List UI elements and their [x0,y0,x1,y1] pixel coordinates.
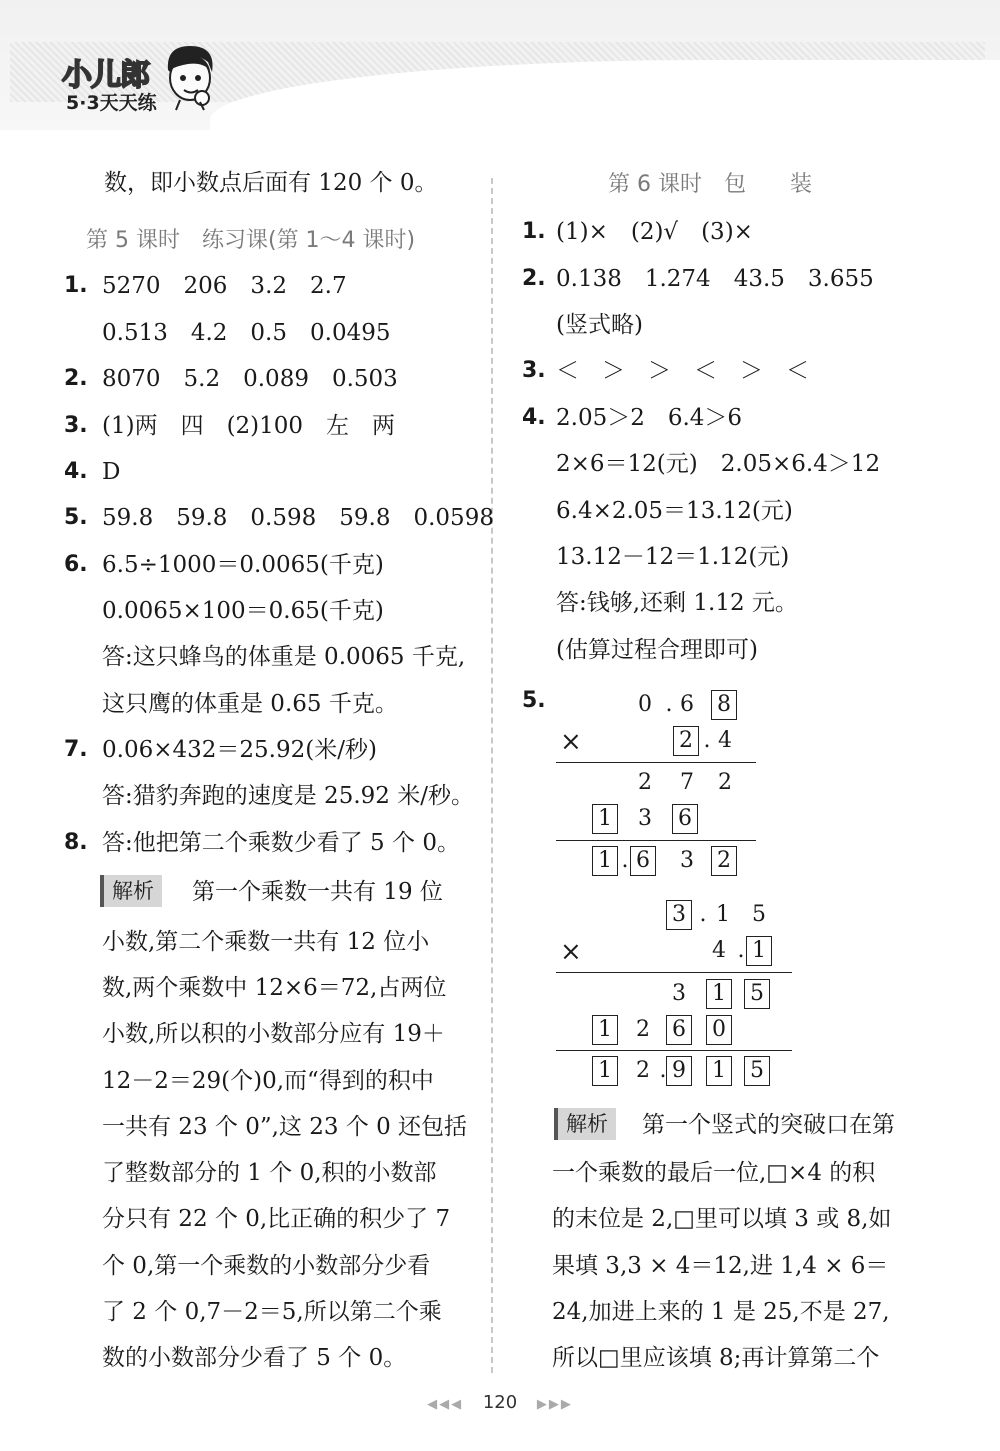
analysis-line: 数,两个乘数中 12×6＝72,占两位 [102,975,447,1001]
page-footer [0,1392,1000,1413]
answer-line: 8070 5.2 0.089 0.503 [102,366,398,392]
answer-line: 5270 206 3.2 2.7 [102,273,347,299]
answer-line: (1)两 四 (2)100 左 两 [102,413,396,439]
answer-line: 6.5÷1000＝0.0065(千克) [102,552,384,578]
digit: 2 [638,770,652,795]
answer-line: 答:猎豹奔跑的速度是 25.92 米/秒。 [102,783,474,809]
digit: 7 [680,770,694,795]
answer-line: 2×6＝12(元) 2.05×6.4＞12 [556,451,881,477]
answer-box: 6 [630,846,656,876]
digit: 0 [638,692,652,717]
analysis-line: 果填 3,3 × 4＝12,进 1,4 × 6＝ [552,1253,889,1279]
answer-line: 13.12－12＝1.12(元) [556,544,790,570]
answer-line: D [102,459,121,485]
analysis-line: 所以□里应该填 8;再计算第二个 [552,1345,880,1371]
answer-box: 9 [666,1056,692,1086]
digit: . [659,1058,667,1083]
digit: 6 [680,692,694,717]
column-divider [491,178,493,1373]
logo-subtitle: 5·3天天练 [66,92,157,114]
answer-line: 6.4×2.05＝13.12(元) [556,498,793,524]
analysis-line: 12－2＝29(个)0,而“得到的积中 [102,1068,434,1094]
analysis-line: 数的小数部分少看了 5 个 0。 [102,1345,407,1371]
digit: . [699,902,707,927]
page-header [0,0,1000,130]
answer-box: 6 [672,804,698,834]
item-number: 8. [64,830,88,855]
answer-box: 6 [666,1015,692,1045]
item-number: 1. [522,219,546,244]
digit: 2 [636,1058,650,1083]
answer-box: 1 [592,846,618,876]
left-lesson-title: 第 5 课时 练习课(第 1～4 课时) [86,228,416,253]
answer-box: 0 [706,1015,732,1045]
times-sign: × [560,727,582,757]
digit: . [703,728,711,753]
digit: 4 [712,938,726,963]
answer-line: 答:钱够,还剩 1.12 元。 [556,590,798,616]
answer-line: 0.0065×100＝0.65(千克) [102,598,384,624]
answer-line: 答:这只蜂鸟的体重是 0.0065 千克, [102,644,466,670]
item-number: 5. [64,505,88,530]
answer-box: 1 [592,804,618,834]
digit: 3 [680,848,694,873]
item-number: 6. [64,552,88,577]
page-number: 120 [482,1392,518,1413]
digit: 5 [752,902,766,927]
item-number: 3. [64,413,88,438]
digit: 3 [638,806,652,831]
digit: 2 [636,1017,650,1042]
analysis-line: 了整数部分的 1 个 0,积的小数部 [102,1160,437,1186]
right-lesson-title: 第 6 课时 包 装 [608,172,812,197]
next-arrows-icon: ▶▶▶ [536,1397,573,1412]
answer-line: 0.513 4.2 0.5 0.0495 [102,320,391,346]
rule-line [556,1050,792,1051]
digit: 1 [716,902,730,927]
analysis-line: 了 2 个 0,7－2＝5,所以第二个乘 [102,1299,442,1325]
rule-line [556,972,792,973]
answer-line: ＜ ＞ ＞ ＜ ＞ ＜ [556,358,809,384]
answer-box: 1 [592,1015,618,1045]
analysis-line: 24,加进上来的 1 是 25,不是 27, [552,1299,890,1325]
item-number: 1. [64,273,88,298]
analysis-line: 一共有 23 个 0”,这 23 个 0 还包括 [102,1114,468,1140]
analysis-line: 第一个乘数一共有 19 位 [192,879,443,905]
analysis-tag: 解析 [100,875,162,907]
answer-box: 8 [711,690,737,720]
answer-line: 2.05＞2 6.4＞6 [556,405,743,431]
mascot-icon [158,40,222,112]
answer-box: 1 [706,1056,732,1086]
answer-line: (1)× (2)√ (3)× [556,219,753,245]
answer-box: 2 [711,846,737,876]
answer-line: (估算过程合理即可) [556,637,758,663]
item-number: 5. [522,688,546,713]
answer-box: 1 [746,936,772,966]
rule-line [556,762,756,763]
answer-line: 0.138 1.274 43.5 3.655 [556,266,874,292]
answer-box: 3 [666,900,692,930]
item-number: 2. [64,366,88,391]
digit: 2 [718,770,732,795]
analysis-line: 小数,所以积的小数部分应有 19＋ [102,1021,445,1047]
answer-line: 这只鹰的体重是 0.65 千克。 [102,691,398,717]
answer-box: 2 [673,726,699,756]
item-number: 2. [522,266,546,291]
digit: . [621,848,629,873]
item-number: 7. [64,737,88,762]
item-number: 4. [64,459,88,484]
analysis-line: 的末位是 2,□里可以填 3 或 8,如 [552,1206,892,1232]
logo-title: 小儿郎 [62,58,149,93]
analysis-tag: 解析 [554,1108,616,1140]
answer-box: 5 [744,1056,770,1086]
answer-box: 1 [592,1056,618,1086]
digit: 3 [672,981,686,1006]
answer-line: 59.8 59.8 0.598 59.8 0.0598 [102,505,494,531]
times-sign: × [560,937,582,967]
left-top-line: 数，即小数点后面有 120 个 0。 [104,170,438,196]
analysis-line: 一个乘数的最后一位,□×4 的积 [552,1160,876,1186]
answer-line: 0.06×432＝25.92(米/秒) [102,737,377,763]
answer-line: 答:他把第二个乘数少看了 5 个 0。 [102,830,460,856]
prev-arrows-icon: ◀◀◀ [427,1397,464,1412]
digit: 4 [718,728,732,753]
analysis-line: 个 0,第一个乘数的小数部分少看 [102,1253,431,1279]
answer-line: (竖式略) [556,312,643,338]
answer-box: 5 [744,979,770,1009]
digit: . [665,692,673,717]
analysis-line: 分只有 22 个 0,比正确的积少了 7 [102,1206,451,1232]
analysis-line: 小数,第二个乘数一共有 12 位小 [102,929,430,955]
answer-box: 1 [706,979,732,1009]
item-number: 3. [522,358,546,383]
digit: . [737,938,745,963]
item-number: 4. [522,405,546,430]
rule-line [556,840,756,841]
analysis-line: 第一个竖式的突破口在第 [642,1112,895,1138]
